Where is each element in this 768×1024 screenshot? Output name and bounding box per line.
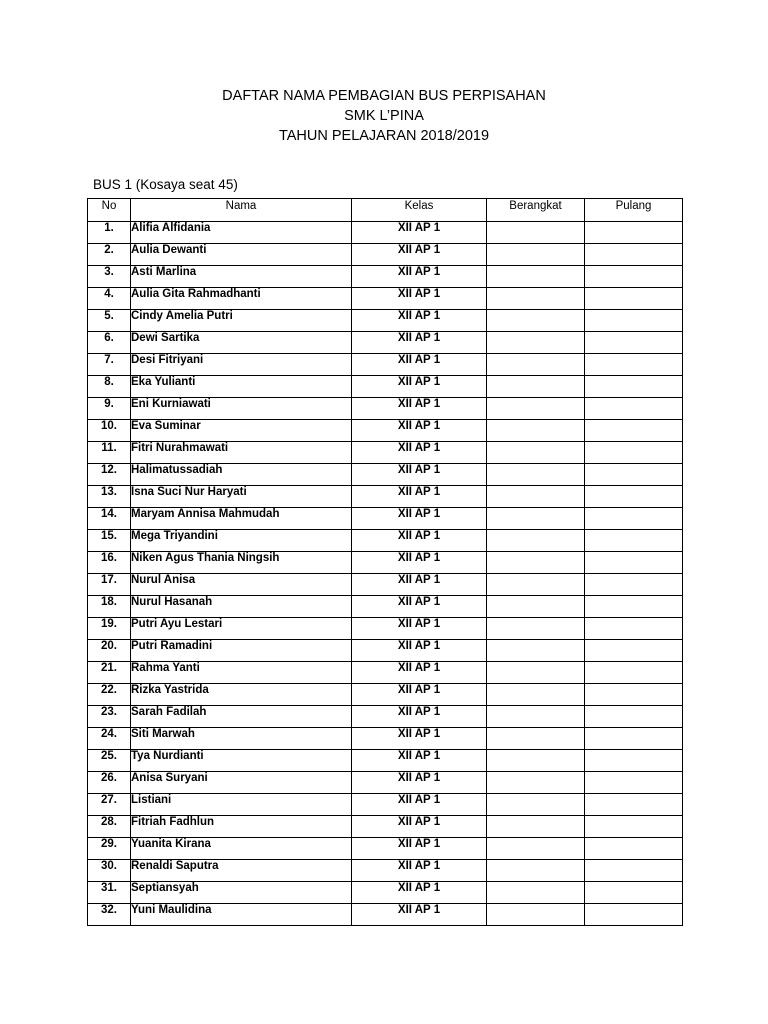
cell-pulang: [585, 508, 683, 530]
cell-nama: Halimatussadiah: [131, 464, 352, 486]
cell-no: 11.: [88, 442, 131, 464]
cell-no: 3.: [88, 266, 131, 288]
cell-nama: Yuanita Kirana: [131, 838, 352, 860]
cell-pulang: [585, 552, 683, 574]
table-row: [88, 728, 683, 750]
cell-pulang: [585, 486, 683, 508]
cell-kelas: XII AP 1: [352, 574, 487, 596]
cell-no: 30.: [88, 860, 131, 882]
table-row: [88, 398, 683, 420]
cell-nama: Listiani: [131, 794, 352, 816]
cell-pulang: [585, 596, 683, 618]
cell-kelas: XII AP 1: [352, 464, 487, 486]
cell-pulang: [585, 684, 683, 706]
table-row: [88, 706, 683, 728]
cell-kelas: XII AP 1: [352, 794, 487, 816]
cell-berangkat: [487, 244, 585, 266]
cell-berangkat: [487, 640, 585, 662]
cell-pulang: [585, 464, 683, 486]
cell-kelas: XII AP 1: [352, 508, 487, 530]
cell-nama: Rahma Yanti: [131, 662, 352, 684]
passenger-table: [87, 198, 683, 926]
cell-berangkat: [487, 794, 585, 816]
cell-no: 13.: [88, 486, 131, 508]
cell-berangkat: [487, 288, 585, 310]
cell-pulang: [585, 816, 683, 838]
cell-no: 28.: [88, 816, 131, 838]
cell-berangkat: [487, 706, 585, 728]
cell-nama: Yuni Maulidina: [131, 904, 352, 926]
cell-kelas: XII AP 1: [352, 420, 487, 442]
cell-no: 24.: [88, 728, 131, 750]
cell-nama: Putri Ramadini: [131, 640, 352, 662]
cell-berangkat: [487, 816, 585, 838]
table-row: [88, 662, 683, 684]
school-name: SMK L’PINA: [344, 108, 424, 124]
cell-no: 4.: [88, 288, 131, 310]
cell-nama: Fitri Nurahmawati: [131, 442, 352, 464]
cell-kelas: XII AP 1: [352, 310, 487, 332]
table-row: [88, 332, 683, 354]
cell-kelas: XII AP 1: [352, 552, 487, 574]
cell-kelas: XII AP 1: [352, 244, 487, 266]
cell-no: 25.: [88, 750, 131, 772]
cell-berangkat: [487, 860, 585, 882]
cell-pulang: [585, 332, 683, 354]
cell-no: 1.: [88, 222, 131, 244]
cell-berangkat: [487, 882, 585, 904]
table-row: [88, 860, 683, 882]
cell-nama: Fitriah Fadhlun: [131, 816, 352, 838]
table-body: [88, 222, 683, 926]
cell-berangkat: [487, 486, 585, 508]
cell-pulang: [585, 398, 683, 420]
cell-berangkat: [487, 574, 585, 596]
cell-no: 12.: [88, 464, 131, 486]
cell-no: 5.: [88, 310, 131, 332]
cell-kelas: XII AP 1: [352, 486, 487, 508]
cell-no: 23.: [88, 706, 131, 728]
table-row: [88, 266, 683, 288]
cell-no: 18.: [88, 596, 131, 618]
cell-no: 19.: [88, 618, 131, 640]
cell-no: 7.: [88, 354, 131, 376]
column-header-no: No: [88, 199, 131, 222]
table-row: [88, 574, 683, 596]
cell-kelas: XII AP 1: [352, 530, 487, 552]
cell-kelas: XII AP 1: [352, 640, 487, 662]
cell-nama: Eka Yulianti: [131, 376, 352, 398]
cell-pulang: [585, 222, 683, 244]
cell-pulang: [585, 530, 683, 552]
cell-kelas: XII AP 1: [352, 354, 487, 376]
table-row: [88, 310, 683, 332]
cell-pulang: [585, 750, 683, 772]
table-row: [88, 508, 683, 530]
cell-pulang: [585, 882, 683, 904]
table-row: [88, 464, 683, 486]
table-row: [88, 222, 683, 244]
table-row: [88, 552, 683, 574]
cell-kelas: XII AP 1: [352, 332, 487, 354]
cell-nama: Siti Marwah: [131, 728, 352, 750]
cell-pulang: [585, 618, 683, 640]
cell-nama: Isna Suci Nur Haryati: [131, 486, 352, 508]
table-header-row: [88, 199, 683, 222]
column-header-berangkat: Berangkat: [487, 199, 585, 222]
document-title: DAFTAR NAMA PEMBAGIAN BUS PERPISAHAN: [222, 88, 546, 104]
cell-kelas: XII AP 1: [352, 838, 487, 860]
cell-no: 16.: [88, 552, 131, 574]
table-row: [88, 442, 683, 464]
cell-kelas: XII AP 1: [352, 662, 487, 684]
cell-nama: Mega Triyandini: [131, 530, 352, 552]
cell-no: 14.: [88, 508, 131, 530]
cell-kelas: XII AP 1: [352, 684, 487, 706]
cell-pulang: [585, 662, 683, 684]
cell-kelas: XII AP 1: [352, 816, 487, 838]
cell-pulang: [585, 860, 683, 882]
cell-no: 2.: [88, 244, 131, 266]
cell-no: 32.: [88, 904, 131, 926]
cell-nama: Anisa Suryani: [131, 772, 352, 794]
table-row: [88, 244, 683, 266]
bus-title: BUS 1 (Kosaya seat 45): [93, 177, 238, 192]
cell-nama: Sarah Fadilah: [131, 706, 352, 728]
cell-kelas: XII AP 1: [352, 376, 487, 398]
cell-pulang: [585, 376, 683, 398]
cell-nama: Dewi Sartika: [131, 332, 352, 354]
cell-berangkat: [487, 310, 585, 332]
cell-pulang: [585, 354, 683, 376]
cell-pulang: [585, 574, 683, 596]
cell-berangkat: [487, 398, 585, 420]
cell-berangkat: [487, 222, 585, 244]
table-row: [88, 596, 683, 618]
cell-kelas: XII AP 1: [352, 772, 487, 794]
cell-kelas: XII AP 1: [352, 266, 487, 288]
cell-kelas: XII AP 1: [352, 596, 487, 618]
cell-berangkat: [487, 420, 585, 442]
cell-no: 8.: [88, 376, 131, 398]
cell-kelas: XII AP 1: [352, 904, 487, 926]
column-header-nama: Nama: [131, 199, 352, 222]
cell-berangkat: [487, 376, 585, 398]
table-row: [88, 530, 683, 552]
cell-nama: Maryam Annisa Mahmudah: [131, 508, 352, 530]
cell-berangkat: [487, 332, 585, 354]
cell-kelas: XII AP 1: [352, 398, 487, 420]
table-row: [88, 882, 683, 904]
table-row: [88, 684, 683, 706]
table-row: [88, 354, 683, 376]
table-row: [88, 772, 683, 794]
table-row: [88, 838, 683, 860]
cell-berangkat: [487, 772, 585, 794]
cell-kelas: XII AP 1: [352, 728, 487, 750]
cell-no: 20.: [88, 640, 131, 662]
cell-nama: Desi Fitriyani: [131, 354, 352, 376]
cell-pulang: [585, 904, 683, 926]
cell-berangkat: [487, 662, 585, 684]
cell-nama: Alifia Alfidania: [131, 222, 352, 244]
table-row: [88, 288, 683, 310]
cell-nama: Putri Ayu Lestari: [131, 618, 352, 640]
cell-nama: Cindy Amelia Putri: [131, 310, 352, 332]
cell-no: 17.: [88, 574, 131, 596]
cell-no: 29.: [88, 838, 131, 860]
cell-no: 27.: [88, 794, 131, 816]
cell-kelas: XII AP 1: [352, 750, 487, 772]
table-row: [88, 618, 683, 640]
cell-kelas: XII AP 1: [352, 222, 487, 244]
cell-no: 22.: [88, 684, 131, 706]
cell-berangkat: [487, 354, 585, 376]
cell-berangkat: [487, 508, 585, 530]
table-row: [88, 816, 683, 838]
column-header-kelas: Kelas: [352, 199, 487, 222]
cell-no: 21.: [88, 662, 131, 684]
cell-nama: Renaldi Saputra: [131, 860, 352, 882]
cell-kelas: XII AP 1: [352, 442, 487, 464]
cell-pulang: [585, 442, 683, 464]
cell-no: 15.: [88, 530, 131, 552]
column-header-pulang: Pulang: [585, 199, 683, 222]
cell-pulang: [585, 266, 683, 288]
cell-kelas: XII AP 1: [352, 288, 487, 310]
cell-kelas: XII AP 1: [352, 882, 487, 904]
table-row: [88, 750, 683, 772]
table-row: [88, 376, 683, 398]
cell-no: 9.: [88, 398, 131, 420]
cell-berangkat: [487, 530, 585, 552]
table-row: [88, 640, 683, 662]
cell-pulang: [585, 288, 683, 310]
table-row: [88, 904, 683, 926]
cell-pulang: [585, 772, 683, 794]
cell-kelas: XII AP 1: [352, 618, 487, 640]
cell-berangkat: [487, 838, 585, 860]
cell-nama: Rizka Yastrida: [131, 684, 352, 706]
cell-no: 26.: [88, 772, 131, 794]
cell-berangkat: [487, 464, 585, 486]
cell-nama: Asti Marlina: [131, 266, 352, 288]
cell-nama: Eni Kurniawati: [131, 398, 352, 420]
cell-berangkat: [487, 684, 585, 706]
cell-no: 10.: [88, 420, 131, 442]
cell-pulang: [585, 706, 683, 728]
cell-nama: Aulia Gita Rahmadhanti: [131, 288, 352, 310]
cell-berangkat: [487, 728, 585, 750]
cell-pulang: [585, 310, 683, 332]
cell-nama: Niken Agus Thania Ningsih: [131, 552, 352, 574]
table-row: [88, 486, 683, 508]
cell-pulang: [585, 640, 683, 662]
cell-nama: Eva Suminar: [131, 420, 352, 442]
cell-pulang: [585, 244, 683, 266]
cell-no: 6.: [88, 332, 131, 354]
cell-kelas: XII AP 1: [352, 706, 487, 728]
cell-berangkat: [487, 552, 585, 574]
cell-berangkat: [487, 266, 585, 288]
table-row: [88, 794, 683, 816]
table-row: [88, 420, 683, 442]
cell-kelas: XII AP 1: [352, 860, 487, 882]
cell-berangkat: [487, 904, 585, 926]
cell-nama: Nurul Hasanah: [131, 596, 352, 618]
academic-year: TAHUN PELAJARAN 2018/2019: [278, 128, 490, 144]
cell-pulang: [585, 728, 683, 750]
cell-berangkat: [487, 596, 585, 618]
cell-berangkat: [487, 442, 585, 464]
cell-nama: Nurul Anisa: [131, 574, 352, 596]
cell-berangkat: [487, 618, 585, 640]
cell-nama: Septiansyah: [131, 882, 352, 904]
cell-nama: Tya Nurdianti: [131, 750, 352, 772]
document-header: [0, 86, 768, 146]
cell-pulang: [585, 420, 683, 442]
cell-pulang: [585, 838, 683, 860]
cell-no: 31.: [88, 882, 131, 904]
cell-berangkat: [487, 750, 585, 772]
cell-pulang: [585, 794, 683, 816]
cell-nama: Aulia Dewanti: [131, 244, 352, 266]
